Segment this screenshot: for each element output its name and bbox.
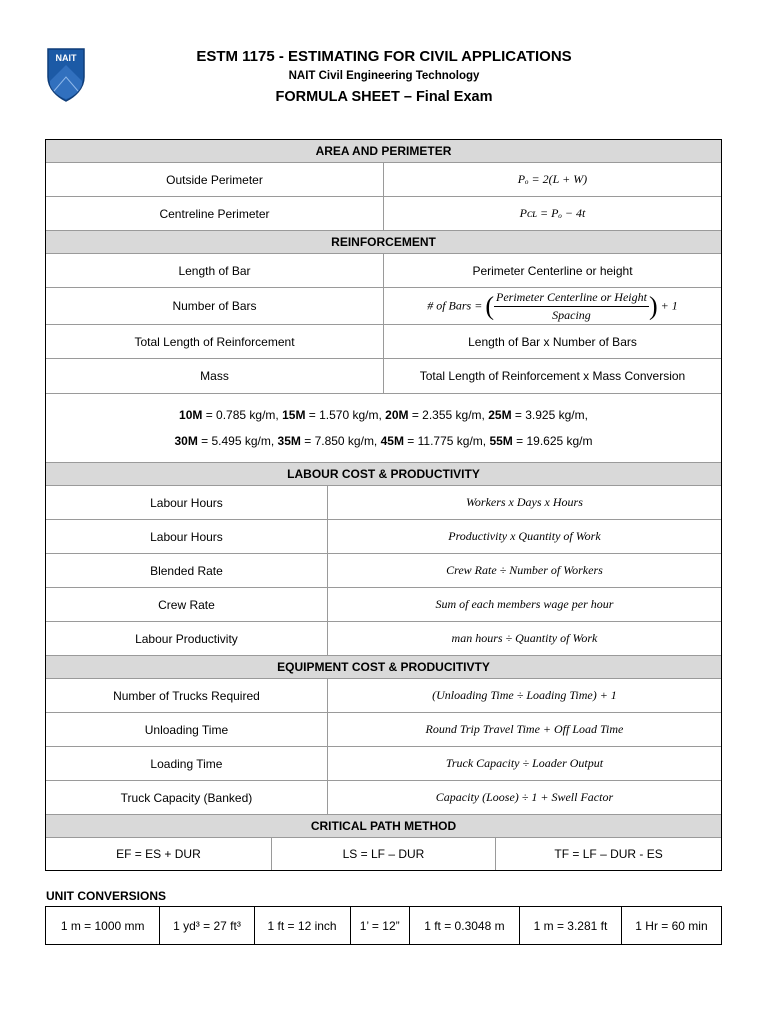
- close-paren: ): [648, 291, 658, 320]
- number-of-bars-formula: [383, 288, 721, 325]
- row-formula: Sum of each members wage per hour: [327, 588, 721, 622]
- row-label: Blended Rate: [46, 554, 327, 588]
- row-label: Outside Perimeter: [46, 163, 383, 197]
- bar-mass-note: [46, 394, 721, 463]
- row-formula: Length of Bar x Number of Bars: [383, 325, 721, 359]
- row-formula: Pₒ = 2(L + W): [383, 163, 721, 197]
- row-formula: Pᴄʟ = Pₒ − 4t: [383, 197, 721, 231]
- bar-size: 25M: [488, 408, 512, 422]
- table-row: [46, 747, 721, 781]
- row-formula: Round Trip Travel Time + Off Load Time: [327, 713, 721, 747]
- row-label: Length of Bar: [46, 254, 383, 288]
- section-equipment-heading: EQUIPMENT COST & PRODUCITIVTY: [46, 656, 721, 679]
- cpm-formula: LS = LF – DUR: [271, 838, 495, 871]
- bar-size: 15M: [282, 408, 306, 422]
- row-label: Labour Productivity: [46, 622, 327, 656]
- row-formula: Perimeter Centerline or height: [383, 254, 721, 288]
- bar-size: 45M: [380, 434, 404, 448]
- unit-conversion: 1 m = 1000 mm: [46, 907, 160, 944]
- formula-lhs: # of Bars =: [427, 297, 483, 312]
- bar-size: 30M: [174, 434, 198, 448]
- formula-rhs: + 1: [660, 297, 678, 312]
- unit-conversion: 1 ft = 0.3048 m: [409, 907, 519, 944]
- bar-mass: = 5.495 kg/m,: [197, 434, 278, 448]
- bar-size: 35M: [277, 434, 301, 448]
- unit-conversion: 1 m = 3.281 ft: [520, 907, 622, 944]
- section-reinforcement-heading: REINFORCEMENT: [46, 231, 721, 254]
- table-row: [46, 254, 721, 288]
- fraction: [494, 290, 649, 323]
- bar-mass: = 19.625 kg/m: [512, 434, 593, 448]
- table-row: [46, 679, 721, 713]
- bar-mass-text: [46, 394, 721, 463]
- unit-conversions-title: UNIT CONVERSIONS: [46, 889, 167, 903]
- bar-mass: = 7.850 kg/m,: [300, 434, 381, 448]
- bar-mass: = 2.355 kg/m,: [408, 408, 489, 422]
- table-row: [46, 713, 721, 747]
- table-row: [46, 520, 721, 554]
- row-label: Crew Rate: [46, 588, 327, 622]
- row-formula: Total Length of Reinforcement x Mass Conversion: [383, 359, 721, 394]
- table-row: [46, 288, 721, 325]
- table-row: [46, 588, 721, 622]
- table-row: [46, 838, 721, 871]
- row-label: Truck Capacity (Banked): [46, 781, 327, 815]
- row-formula: Capacity (Loose) ÷ 1 + Swell Factor: [327, 781, 721, 815]
- bar-mass: = 0.785 kg/m,: [202, 408, 283, 422]
- unit-conversion: 1 Hr = 60 min: [621, 907, 721, 944]
- formula-sheet: [45, 139, 722, 871]
- table-row: [46, 163, 721, 197]
- row-label: Labour Hours: [46, 486, 327, 520]
- unit-conversions-box: [45, 906, 722, 945]
- section-area-heading: AREA AND PERIMETER: [46, 140, 721, 163]
- row-formula: man hours ÷ Quantity of Work: [327, 622, 721, 656]
- table-row: [46, 622, 721, 656]
- unit-conversions-table: [46, 907, 721, 944]
- row-formula: Productivity x Quantity of Work: [327, 520, 721, 554]
- cpm-formula: TF = LF – DUR - ES: [496, 838, 721, 871]
- page-subtitle: NAIT Civil Engineering Technology: [288, 70, 480, 82]
- bar-mass: = 1.570 kg/m,: [305, 408, 386, 422]
- table-row: [46, 325, 721, 359]
- row-label: Unloading Time: [46, 713, 327, 747]
- row-label: Number of Bars: [46, 288, 383, 325]
- fraction-numerator: Perimeter Centerline or Height: [494, 290, 649, 307]
- row-formula: Truck Capacity ÷ Loader Output: [327, 747, 721, 781]
- open-paren: (: [485, 291, 494, 320]
- unit-conversion: 1 yd³ = 27 ft³: [160, 907, 254, 944]
- unit-conversion: 1 ft = 12 inch: [254, 907, 350, 944]
- table-row: [46, 359, 721, 394]
- fraction-denominator: Spacing: [552, 307, 591, 322]
- row-formula: Crew Rate ÷ Number of Workers: [327, 554, 721, 588]
- row-label: Labour Hours: [46, 520, 327, 554]
- row-label: Loading Time: [46, 747, 327, 781]
- bar-mass: = 3.925 kg/m,: [511, 408, 588, 422]
- formula-table: [46, 140, 721, 870]
- table-row: [46, 781, 721, 815]
- table-row: [46, 907, 721, 944]
- table-row: [46, 197, 721, 231]
- bar-size: 10M: [179, 408, 203, 422]
- section-labour-heading: LABOUR COST & PRODUCTIVITY: [46, 463, 721, 486]
- row-formula: Workers x Days x Hours: [327, 486, 721, 520]
- bar-mass: = 11.775 kg/m,: [403, 434, 490, 448]
- unit-conversion: 1’ = 12”: [350, 907, 409, 944]
- bar-size: 55M: [489, 434, 513, 448]
- cpm-formula: EF = ES + DUR: [46, 838, 271, 871]
- row-formula: (Unloading Time ÷ Loading Time) + 1: [327, 679, 721, 713]
- row-label: Mass: [46, 359, 383, 394]
- row-label: Number of Trucks Required: [46, 679, 327, 713]
- row-label: Centreline Perimeter: [46, 197, 383, 231]
- table-row: [46, 554, 721, 588]
- page-title: ESTM 1175 - ESTIMATING FOR CIVIL APPLICATIONS: [196, 48, 572, 65]
- section-cpm-heading: CRITICAL PATH METHOD: [46, 815, 721, 838]
- bar-size: 20M: [385, 408, 409, 422]
- logo-text: NAIT: [55, 53, 77, 63]
- exam-title: FORMULA SHEET – Final Exam: [275, 89, 493, 105]
- table-row: [46, 486, 721, 520]
- row-label: Total Length of Reinforcement: [46, 325, 383, 359]
